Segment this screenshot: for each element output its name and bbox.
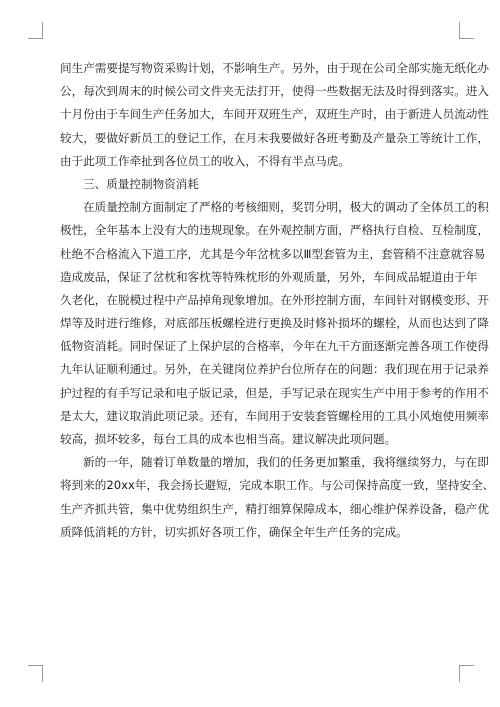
paragraph-quality-control (60, 196, 489, 451)
text-line: 十月份由于车间生产任务加大，车间开双班生产，双班生产时，由于新进人员流动性 (60, 107, 489, 122)
text-line: 低物资消耗。同时保证了上保护层的合格率，今年在九干方面逐渐完善各项工作使得 (60, 339, 489, 354)
crop-mark-bottom-left (28, 665, 43, 682)
text-line: 是太大，建议取消此项记录。还有，车间用于安装套管螺栓用的工具小风炮使用频率 (60, 408, 489, 423)
text-line: 间生产需要提写物资采购计划，不影响生产。另外，由于现在公司全部实施无纸化办 (60, 61, 489, 75)
text-line: 在质量控制方面制定了严格的考核细则，奖罚分明，极大的调动了全体员工的积 (83, 200, 489, 215)
text-line: 公，每次到周末的时候公司文件夹无法打开，使得一些数据无法及时得到落实。进入 (60, 84, 489, 99)
text-line: 质降低消耗的方针，切实抓好各项工作，确保全年生产任务的完成。 (60, 524, 408, 539)
paragraph-continuation (60, 57, 489, 173)
text-line: 护过程的有手写记录和电子版记录，但是，手写记录在现实生产中用于参考的作用不 (60, 385, 489, 400)
section-heading: 三、质量控制物资消耗 (83, 176, 199, 191)
crop-mark-top-right (459, 22, 474, 39)
text-line: 杜绝不合格流入下道工序，尤其是今年岔枕多以Ⅲ型套管为主，套管稍不注意就容易 (60, 246, 486, 261)
paragraph-new-year (60, 451, 495, 544)
text-line: 较高，损坏较多，每台工具的成本也相当高。建议解决此项问题。 (60, 432, 397, 446)
text-line: 生产齐抓共管，集中优势组织生产，精打细算保障成本，细心维护保养设备，稳产优 (60, 501, 489, 516)
text-line: 新的一年，随着订单数量的增加，我们的任务更加繁重，我将继续努力，与在即 (83, 455, 489, 470)
document-body (60, 57, 495, 544)
text-line: 造成废品，保证了岔枕和客枕等特殊枕形的外观质量，另外，车间成品辊道由于年 (60, 269, 478, 284)
crop-mark-bottom-right (459, 665, 474, 682)
text-line: 九年认证顺利通过。另外，在关键岗位养护台位所存在的问题：我们现在用于记录养 (60, 362, 489, 377)
text-line: 较大，要做好新员工的登记工作，在月末我要做好各班考勤及产量杂工等统计工作， (60, 130, 489, 145)
text-line: 焊等及时进行维修，对底部压板螺栓进行更换及时修补损坏的螺栓，从而也达到了降 (60, 316, 489, 331)
text-line: 极性，全年基本上没有大的违规现象。在外观控制方面，严格执行自检、互检制度， (60, 223, 489, 238)
text-line: 久老化，在脱模过程中产品掉角现象增加。在外形控制方面，车间针对钢模变形、开 (60, 292, 489, 307)
text-line: 由于此项工作牵扯到各位员工的收入，不得有半点马虎。 (60, 153, 350, 168)
crop-mark-top-left (28, 22, 43, 39)
text-line: 将到来的20xx年，我会扬长避短，完成本职工作。与公司保持高度一致，坚持安全、 (60, 478, 495, 493)
